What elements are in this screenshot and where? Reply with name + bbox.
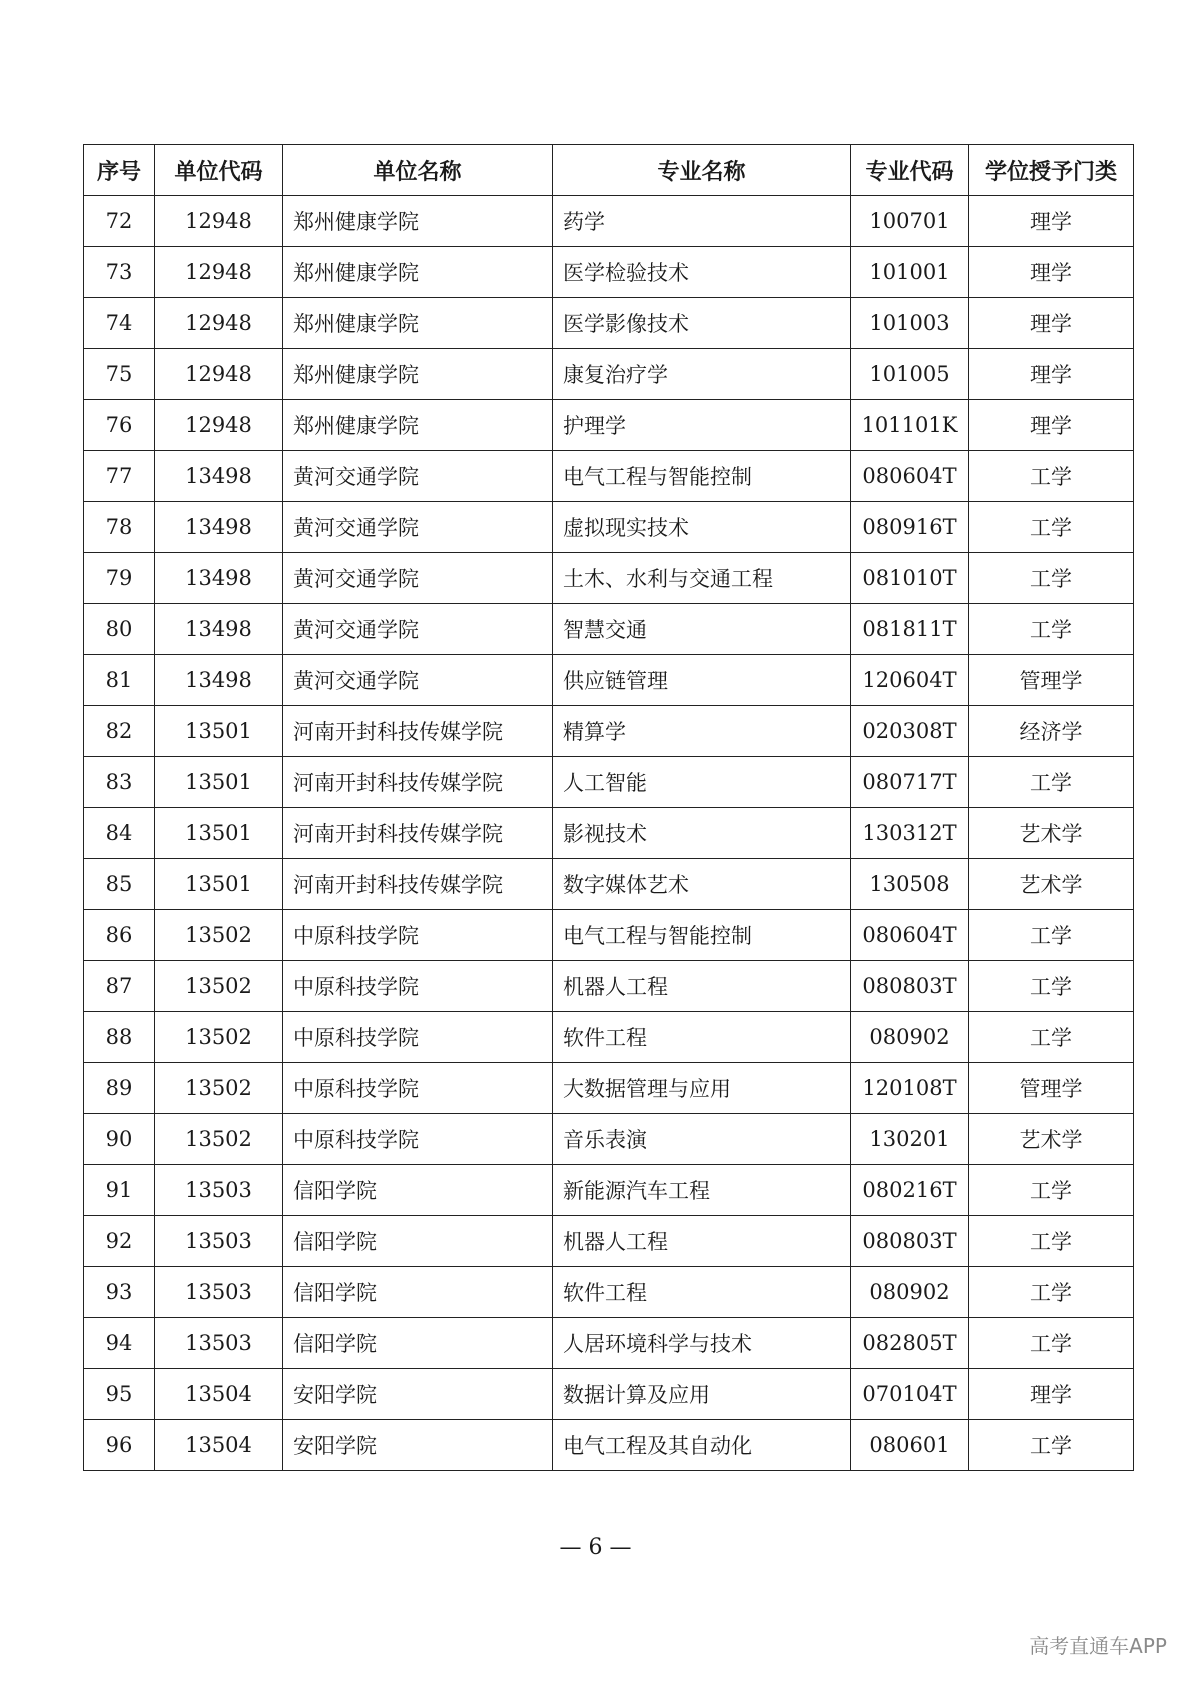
- cell-unit-name: 郑州健康学院: [283, 349, 553, 400]
- cell-major-code: 080902: [851, 1267, 969, 1318]
- table-row: [84, 349, 1134, 400]
- cell-major-name: 数据计算及应用: [553, 1369, 851, 1420]
- table-row: [84, 247, 1134, 298]
- cell-major-name: 影视技术: [553, 808, 851, 859]
- cell-seq: 78: [84, 502, 155, 553]
- cell-seq: 83: [84, 757, 155, 808]
- cell-unit-code: 13503: [155, 1165, 283, 1216]
- cell-major-code: 080604T: [851, 451, 969, 502]
- cell-unit-code: 13502: [155, 1012, 283, 1063]
- cell-major-name: 药学: [553, 196, 851, 247]
- cell-unit-code: 13502: [155, 910, 283, 961]
- cell-degree-category: 理学: [969, 196, 1134, 247]
- cell-unit-code: 12948: [155, 400, 283, 451]
- cell-unit-name: 安阳学院: [283, 1420, 553, 1471]
- cell-unit-name: 河南开封科技传媒学院: [283, 859, 553, 910]
- cell-unit-name: 信阳学院: [283, 1267, 553, 1318]
- cell-unit-code: 12948: [155, 349, 283, 400]
- cell-unit-code: 13501: [155, 706, 283, 757]
- table-row: [84, 451, 1134, 502]
- cell-degree-category: 工学: [969, 502, 1134, 553]
- cell-major-name: 软件工程: [553, 1267, 851, 1318]
- cell-unit-code: 13503: [155, 1267, 283, 1318]
- cell-unit-name: 郑州健康学院: [283, 196, 553, 247]
- cell-degree-category: 工学: [969, 1012, 1134, 1063]
- cell-major-code: 101001: [851, 247, 969, 298]
- cell-unit-name: 中原科技学院: [283, 1063, 553, 1114]
- cell-degree-category: 工学: [969, 1267, 1134, 1318]
- table-row: [84, 1267, 1134, 1318]
- table-row: [84, 1114, 1134, 1165]
- header-unit-code: 单位代码: [155, 145, 283, 196]
- cell-unit-code: 13501: [155, 808, 283, 859]
- cell-seq: 74: [84, 298, 155, 349]
- cell-unit-code: 13498: [155, 502, 283, 553]
- cell-unit-name: 信阳学院: [283, 1318, 553, 1369]
- cell-major-name: 音乐表演: [553, 1114, 851, 1165]
- cell-unit-code: 12948: [155, 247, 283, 298]
- cell-unit-name: 中原科技学院: [283, 1012, 553, 1063]
- cell-major-code: 081010T: [851, 553, 969, 604]
- cell-major-code: 130201: [851, 1114, 969, 1165]
- cell-major-name: 机器人工程: [553, 1216, 851, 1267]
- cell-major-code: 130312T: [851, 808, 969, 859]
- cell-major-code: 081811T: [851, 604, 969, 655]
- cell-unit-name: 郑州健康学院: [283, 298, 553, 349]
- table-row: [84, 655, 1134, 706]
- cell-degree-category: 工学: [969, 961, 1134, 1012]
- cell-unit-name: 黄河交通学院: [283, 655, 553, 706]
- cell-degree-category: 管理学: [969, 1063, 1134, 1114]
- table-row: [84, 859, 1134, 910]
- table-row: [84, 1012, 1134, 1063]
- cell-seq: 91: [84, 1165, 155, 1216]
- cell-unit-code: 13503: [155, 1318, 283, 1369]
- cell-seq: 92: [84, 1216, 155, 1267]
- cell-degree-category: 理学: [969, 400, 1134, 451]
- table-row: [84, 1063, 1134, 1114]
- cell-major-name: 虚拟现实技术: [553, 502, 851, 553]
- cell-unit-name: 中原科技学院: [283, 1114, 553, 1165]
- cell-seq: 73: [84, 247, 155, 298]
- page-number: — 6 —: [559, 1535, 632, 1560]
- cell-seq: 95: [84, 1369, 155, 1420]
- majors-table: [83, 144, 1134, 1471]
- cell-seq: 86: [84, 910, 155, 961]
- cell-major-code: 101003: [851, 298, 969, 349]
- cell-unit-name: 郑州健康学院: [283, 247, 553, 298]
- table-row: [84, 502, 1134, 553]
- cell-seq: 72: [84, 196, 155, 247]
- cell-unit-name: 信阳学院: [283, 1216, 553, 1267]
- cell-unit-name: 黄河交通学院: [283, 604, 553, 655]
- cell-unit-code: 13501: [155, 757, 283, 808]
- cell-degree-category: 工学: [969, 553, 1134, 604]
- header-major-name: 专业名称: [553, 145, 851, 196]
- cell-degree-category: 工学: [969, 451, 1134, 502]
- cell-degree-category: 经济学: [969, 706, 1134, 757]
- cell-unit-code: 13498: [155, 655, 283, 706]
- cell-seq: 75: [84, 349, 155, 400]
- cell-major-code: 080216T: [851, 1165, 969, 1216]
- header-major-code: 专业代码: [851, 145, 969, 196]
- table-row: [84, 1165, 1134, 1216]
- cell-degree-category: 工学: [969, 1216, 1134, 1267]
- table-row: [84, 1318, 1134, 1369]
- cell-seq: 85: [84, 859, 155, 910]
- cell-unit-code: 13498: [155, 451, 283, 502]
- cell-unit-name: 中原科技学院: [283, 961, 553, 1012]
- cell-seq: 82: [84, 706, 155, 757]
- watermark: 高考直通车APP: [1029, 1634, 1167, 1658]
- cell-unit-code: 13503: [155, 1216, 283, 1267]
- header-degree-category: 学位授予门类: [969, 145, 1134, 196]
- table-row: [84, 553, 1134, 604]
- cell-degree-category: 工学: [969, 604, 1134, 655]
- cell-unit-code: 13498: [155, 553, 283, 604]
- table-row: [84, 1216, 1134, 1267]
- cell-major-name: 人工智能: [553, 757, 851, 808]
- cell-major-name: 精算学: [553, 706, 851, 757]
- cell-seq: 96: [84, 1420, 155, 1471]
- cell-major-name: 医学检验技术: [553, 247, 851, 298]
- cell-major-code: 080803T: [851, 1216, 969, 1267]
- cell-degree-category: 理学: [969, 298, 1134, 349]
- cell-major-code: 101101K: [851, 400, 969, 451]
- cell-unit-code: 12948: [155, 196, 283, 247]
- cell-major-code: 130508: [851, 859, 969, 910]
- cell-degree-category: 工学: [969, 910, 1134, 961]
- table-row: [84, 604, 1134, 655]
- table-body: [84, 196, 1134, 1471]
- cell-seq: 87: [84, 961, 155, 1012]
- cell-major-code: 120604T: [851, 655, 969, 706]
- cell-major-name: 土木、水利与交通工程: [553, 553, 851, 604]
- cell-seq: 89: [84, 1063, 155, 1114]
- cell-major-name: 软件工程: [553, 1012, 851, 1063]
- cell-major-name: 康复治疗学: [553, 349, 851, 400]
- cell-degree-category: 理学: [969, 1369, 1134, 1420]
- cell-unit-code: 13498: [155, 604, 283, 655]
- cell-unit-code: 13502: [155, 1114, 283, 1165]
- cell-major-code: 020308T: [851, 706, 969, 757]
- cell-major-code: 080717T: [851, 757, 969, 808]
- table-row: [84, 757, 1134, 808]
- cell-major-code: 080601: [851, 1420, 969, 1471]
- cell-seq: 77: [84, 451, 155, 502]
- cell-unit-code: 13501: [155, 859, 283, 910]
- table-header-row: [84, 145, 1134, 196]
- table-row: [84, 400, 1134, 451]
- cell-major-name: 人居环境科学与技术: [553, 1318, 851, 1369]
- cell-unit-code: 13502: [155, 961, 283, 1012]
- cell-major-code: 100701: [851, 196, 969, 247]
- cell-degree-category: 艺术学: [969, 859, 1134, 910]
- cell-major-name: 医学影像技术: [553, 298, 851, 349]
- cell-degree-category: 工学: [969, 1420, 1134, 1471]
- header-seq: 序号: [84, 145, 155, 196]
- cell-unit-name: 信阳学院: [283, 1165, 553, 1216]
- cell-major-name: 电气工程与智能控制: [553, 910, 851, 961]
- cell-unit-code: 13504: [155, 1420, 283, 1471]
- table-row: [84, 1420, 1134, 1471]
- cell-major-code: 080803T: [851, 961, 969, 1012]
- cell-major-code: 080604T: [851, 910, 969, 961]
- cell-degree-category: 理学: [969, 247, 1134, 298]
- cell-major-name: 电气工程及其自动化: [553, 1420, 851, 1471]
- header-unit-name: 单位名称: [283, 145, 553, 196]
- cell-major-name: 智慧交通: [553, 604, 851, 655]
- cell-degree-category: 理学: [969, 349, 1134, 400]
- cell-major-code: 082805T: [851, 1318, 969, 1369]
- cell-unit-code: 13502: [155, 1063, 283, 1114]
- cell-major-name: 新能源汽车工程: [553, 1165, 851, 1216]
- cell-unit-name: 黄河交通学院: [283, 451, 553, 502]
- cell-unit-name: 安阳学院: [283, 1369, 553, 1420]
- cell-seq: 93: [84, 1267, 155, 1318]
- cell-major-name: 大数据管理与应用: [553, 1063, 851, 1114]
- table-row: [84, 961, 1134, 1012]
- cell-unit-name: 河南开封科技传媒学院: [283, 757, 553, 808]
- cell-degree-category: 工学: [969, 1165, 1134, 1216]
- cell-major-name: 数字媒体艺术: [553, 859, 851, 910]
- cell-unit-name: 河南开封科技传媒学院: [283, 808, 553, 859]
- table-row: [84, 196, 1134, 247]
- cell-seq: 79: [84, 553, 155, 604]
- cell-unit-code: 13504: [155, 1369, 283, 1420]
- cell-degree-category: 工学: [969, 1318, 1134, 1369]
- cell-major-name: 机器人工程: [553, 961, 851, 1012]
- cell-unit-name: 黄河交通学院: [283, 553, 553, 604]
- cell-seq: 90: [84, 1114, 155, 1165]
- cell-seq: 88: [84, 1012, 155, 1063]
- cell-seq: 81: [84, 655, 155, 706]
- table-row: [84, 910, 1134, 961]
- cell-major-code: 070104T: [851, 1369, 969, 1420]
- cell-degree-category: 工学: [969, 757, 1134, 808]
- cell-seq: 76: [84, 400, 155, 451]
- cell-seq: 94: [84, 1318, 155, 1369]
- cell-unit-name: 黄河交通学院: [283, 502, 553, 553]
- cell-degree-category: 艺术学: [969, 808, 1134, 859]
- table-row: [84, 808, 1134, 859]
- cell-unit-code: 12948: [155, 298, 283, 349]
- cell-degree-category: 管理学: [969, 655, 1134, 706]
- cell-unit-name: 郑州健康学院: [283, 400, 553, 451]
- table-row: [84, 706, 1134, 757]
- table-row: [84, 298, 1134, 349]
- cell-seq: 80: [84, 604, 155, 655]
- cell-major-name: 供应链管理: [553, 655, 851, 706]
- cell-major-code: 101005: [851, 349, 969, 400]
- cell-seq: 84: [84, 808, 155, 859]
- cell-major-code: 120108T: [851, 1063, 969, 1114]
- table-row: [84, 1369, 1134, 1420]
- cell-major-code: 080916T: [851, 502, 969, 553]
- cell-major-code: 080902: [851, 1012, 969, 1063]
- cell-unit-name: 中原科技学院: [283, 910, 553, 961]
- cell-unit-name: 河南开封科技传媒学院: [283, 706, 553, 757]
- cell-degree-category: 艺术学: [969, 1114, 1134, 1165]
- cell-major-name: 护理学: [553, 400, 851, 451]
- cell-major-name: 电气工程与智能控制: [553, 451, 851, 502]
